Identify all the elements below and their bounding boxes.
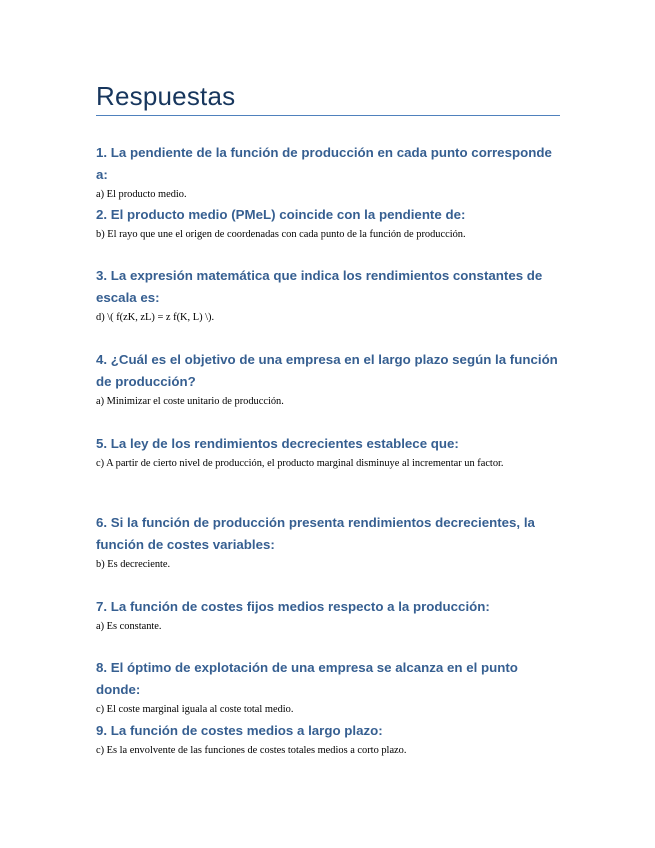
- qa-item-1: [96, 142, 558, 203]
- question-2: 2. El producto medio (PMeL) coincide con la pendiente de:: [96, 207, 466, 222]
- qa-item-2: [96, 204, 558, 243]
- question-7: 7. La función de costes fijos medios respecto a la producción:: [96, 599, 490, 614]
- qa-item-7: [96, 596, 558, 635]
- question-9: 9. La función de costes medios a largo plazo:: [96, 723, 383, 738]
- answer-7: a) Es constante.: [96, 621, 162, 632]
- answer-8: c) El coste marginal iguala al coste total medio.: [96, 704, 294, 715]
- question-4: 4. ¿Cuál es el objetivo de una empresa en el largo plazo según la función de producción?: [96, 352, 558, 389]
- question-8: 8. El óptimo de explotación de una empresa se alcanza en el punto donde:: [96, 660, 518, 697]
- qa-item-5: [96, 433, 558, 472]
- title-underline: [96, 115, 560, 116]
- question-5: 5. La ley de los rendimientos decrecientes establece que:: [96, 436, 459, 451]
- answer-3: d) \( f(zK, zL) = z f(K, L) \).: [96, 312, 215, 323]
- question-3: 3. La expresión matemática que indica los rendimientos constantes de escala es:: [96, 268, 543, 305]
- answer-4: a) Minimizar el coste unitario de producción.: [96, 396, 284, 407]
- answer-1: a) El producto medio.: [96, 189, 187, 200]
- qa-item-6: [96, 512, 558, 573]
- qa-item-9: [96, 720, 558, 759]
- answer-9: c) Es la envolvente de las funciones de costes totales medios a corto plazo.: [96, 745, 407, 756]
- qa-item-8: [96, 657, 558, 718]
- qa-item-4: [96, 349, 558, 410]
- page-title: Respuestas: [96, 81, 236, 111]
- question-1: 1. La pendiente de la función de producción en cada punto corresponde a:: [96, 145, 552, 182]
- answer-2: b) El rayo que une el origen de coordenadas con cada punto de la función de producción.: [96, 229, 466, 240]
- answer-6: b) Es decreciente.: [96, 559, 171, 570]
- qa-item-3: [96, 265, 558, 326]
- answer-5: c) A partir de cierto nivel de producción, el producto marginal disminuye al incrementar un factor.: [96, 458, 504, 469]
- question-6: 6. Si la función de producción presenta rendimientos decrecientes, la función de costes variables:: [96, 515, 535, 552]
